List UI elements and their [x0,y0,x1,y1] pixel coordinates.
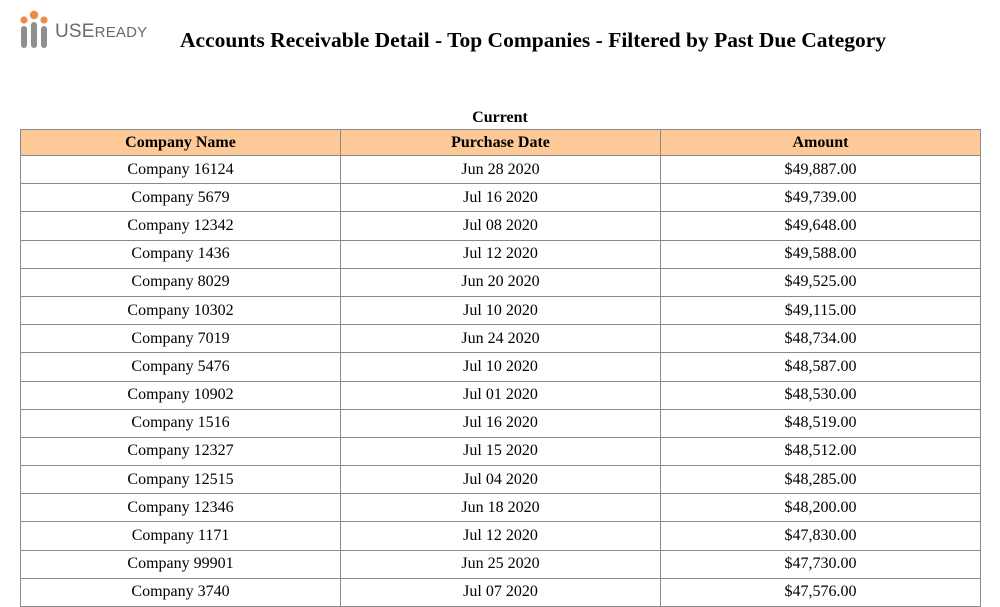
company-name-cell: Company 12327 [21,437,341,465]
amount-cell: $47,730.00 [661,550,981,578]
amount-cell: $47,830.00 [661,522,981,550]
table-row [21,522,981,550]
amount-cell: $49,115.00 [661,296,981,324]
table-row [21,296,981,324]
table-row [21,184,981,212]
amount-cell: $48,200.00 [661,494,981,522]
purchase-date-cell: Jun 28 2020 [341,156,661,184]
purchase-date-cell: Jul 10 2020 [341,353,661,381]
company-name-cell: Company 99901 [21,550,341,578]
amount-cell: $49,648.00 [661,212,981,240]
column-header-purchase-date: Purchase Date [341,130,661,156]
amount-cell: $48,519.00 [661,409,981,437]
column-header-amount: Amount [661,130,981,156]
purchase-date-cell: Jun 18 2020 [341,494,661,522]
people-logo-icon [20,10,50,50]
company-name-cell: Company 5476 [21,353,341,381]
purchase-date-cell: Jun 20 2020 [341,268,661,296]
report-title: Accounts Receivable Detail - Top Companies - Filtered by Past Due Category [180,28,887,52]
amount-cell: $49,525.00 [661,268,981,296]
purchase-date-cell: Jun 25 2020 [341,550,661,578]
company-name-cell: Company 12346 [21,494,341,522]
company-name-cell: Company 5679 [21,184,341,212]
amount-cell: $49,588.00 [661,240,981,268]
amount-cell: $48,734.00 [661,325,981,353]
purchase-date-cell: Jul 16 2020 [341,409,661,437]
company-name-cell: Company 12515 [21,466,341,494]
useready-logo [20,10,147,50]
amount-cell: $48,530.00 [661,381,981,409]
table-row [21,550,981,578]
table-row [21,240,981,268]
company-name-cell: Company 10302 [21,296,341,324]
column-header-company: Company Name [21,130,341,156]
table-row [21,268,981,296]
purchase-date-cell: Jul 08 2020 [341,212,661,240]
amount-cell: $48,285.00 [661,466,981,494]
purchase-date-cell: Jul 10 2020 [341,296,661,324]
amount-cell: $49,887.00 [661,156,981,184]
receivables-table [20,129,981,607]
company-name-cell: Company 3740 [21,578,341,606]
section-label: Current [472,109,528,126]
purchase-date-cell: Jul 07 2020 [341,578,661,606]
company-name-cell: Company 1436 [21,240,341,268]
brand-name: USEREADY [55,21,148,42]
amount-cell: $48,512.00 [661,437,981,465]
purchase-date-cell: Jul 12 2020 [341,240,661,268]
purchase-date-cell: Jul 12 2020 [341,522,661,550]
table-row [21,212,981,240]
company-name-cell: Company 12342 [21,212,341,240]
company-name-cell: Company 16124 [21,156,341,184]
table-row [21,381,981,409]
company-name-cell: Company 8029 [21,268,341,296]
purchase-date-cell: Jul 16 2020 [341,184,661,212]
table-row [21,494,981,522]
amount-cell: $48,587.00 [661,353,981,381]
table-row [21,437,981,465]
purchase-date-cell: Jul 01 2020 [341,381,661,409]
purchase-date-cell: Jun 24 2020 [341,325,661,353]
table-row [21,578,981,606]
company-name-cell: Company 1516 [21,409,341,437]
table-row [21,409,981,437]
company-name-cell: Company 10902 [21,381,341,409]
company-name-cell: Company 1171 [21,522,341,550]
purchase-date-cell: Jul 15 2020 [341,437,661,465]
table-header-row [21,130,981,156]
table-row [21,325,981,353]
table-row [21,156,981,184]
table-row [21,466,981,494]
amount-cell: $47,576.00 [661,578,981,606]
company-name-cell: Company 7019 [21,325,341,353]
amount-cell: $49,739.00 [661,184,981,212]
purchase-date-cell: Jul 04 2020 [341,466,661,494]
table-row [21,353,981,381]
